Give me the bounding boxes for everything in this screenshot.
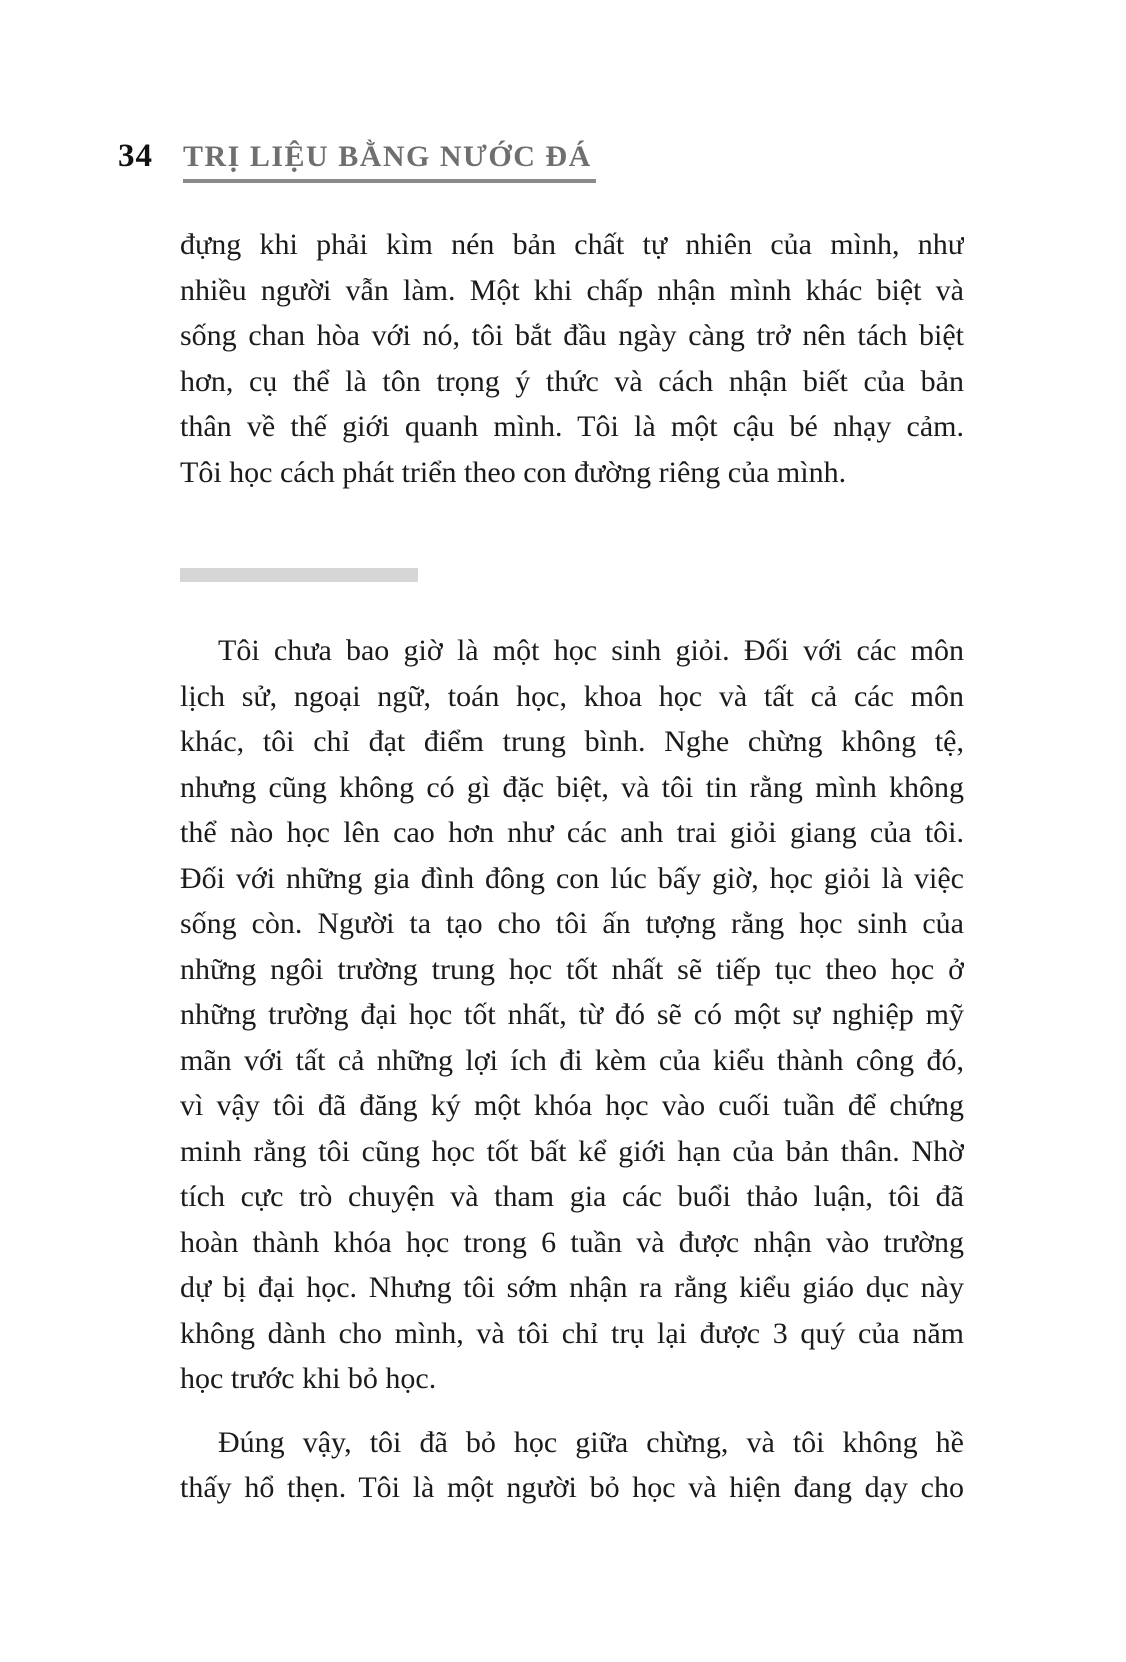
text-line: Đối với những gia đình đông con lúc bấy giờ, học giỏi là việc	[180, 861, 964, 895]
page-number: 34	[118, 138, 153, 174]
paragraph	[180, 628, 964, 1402]
text-line: sống chan hòa với nó, tôi bắt đầu ngày càng trở nên tách biệt	[180, 319, 964, 352]
text-line: tích cực trò chuyện và tham gia các buổi thảo luận, tôi đã	[180, 1180, 964, 1213]
text-line: đựng khi phải kìm nén bản chất tự nhiên của mình, như	[180, 228, 964, 261]
text-line: vì vậy tôi đã đăng ký một khóa học vào cuối tuần để chứng	[180, 1089, 964, 1122]
text-line: hoàn thành khóa học trong 6 tuần và được nhận vào trường	[180, 1225, 964, 1259]
text-line: học trước khi bỏ học.	[180, 1362, 437, 1395]
page-body	[180, 222, 964, 1511]
paragraph	[180, 222, 964, 495]
text-line: Đúng vậy, tôi đã bỏ học giữa chừng, và tôi không hề	[218, 1425, 964, 1459]
text-line: lịch sử, ngoại ngữ, toán học, khoa học và tất cả các môn	[180, 679, 964, 713]
page-header	[118, 138, 1018, 183]
text-line: những trường đại học tốt nhất, từ đó sẽ có một sự nghiệp mỹ	[180, 998, 964, 1031]
text-line: thân về thế giới quanh mình. Tôi là một cậu bé nhạy cảm.	[180, 410, 964, 443]
text-line: dự bị đại học. Nhưng tôi sớm nhận ra rằng kiểu giáo dục này	[180, 1271, 964, 1304]
text-line: không dành cho mình, và tôi chỉ trụ lại được 3 quý của năm	[180, 1316, 964, 1350]
text-line: Tôi học cách phát triển theo con đường riêng của mình.	[180, 455, 847, 489]
text-line: hơn, cụ thể là tôn trọng ý thức và cách nhận biết của bản	[180, 364, 964, 398]
chapter-title: TRỊ LIỆU BẰNG NƯỚC ĐÁ	[183, 140, 596, 183]
text-line: Tôi chưa bao giờ là một học sinh giỏi. Đối với các môn	[218, 634, 964, 667]
text-line: thấy hổ thẹn. Tôi là một người bỏ học và hiện đang dạy cho	[180, 1471, 964, 1504]
text-line: thể nào học lên cao hơn như các anh trai giỏi giang của tôi.	[180, 816, 964, 849]
text-line: nhiều người vẫn làm. Một khi chấp nhận mình khác biệt và	[180, 273, 964, 307]
paragraph	[180, 1420, 964, 1511]
text-line: mãn với tất cả những lợi ích đi kèm của kiểu thành công đó,	[180, 1043, 964, 1077]
text-line: khác, tôi chỉ đạt điểm trung bình. Nghe chừng không tệ,	[180, 725, 964, 758]
text-line: nhưng cũng không có gì đặc biệt, và tôi tin rằng mình không	[180, 770, 964, 804]
section-divider	[180, 568, 418, 582]
text-line: những ngôi trường trung học tốt nhất sẽ tiếp tục theo học ở	[180, 952, 964, 986]
text-line: minh rằng tôi cũng học tốt bất kể giới hạn của bản thân. Nhờ	[180, 1134, 964, 1168]
text-line: sống còn. Người ta tạo cho tôi ấn tượng rằng học sinh của	[180, 907, 964, 940]
